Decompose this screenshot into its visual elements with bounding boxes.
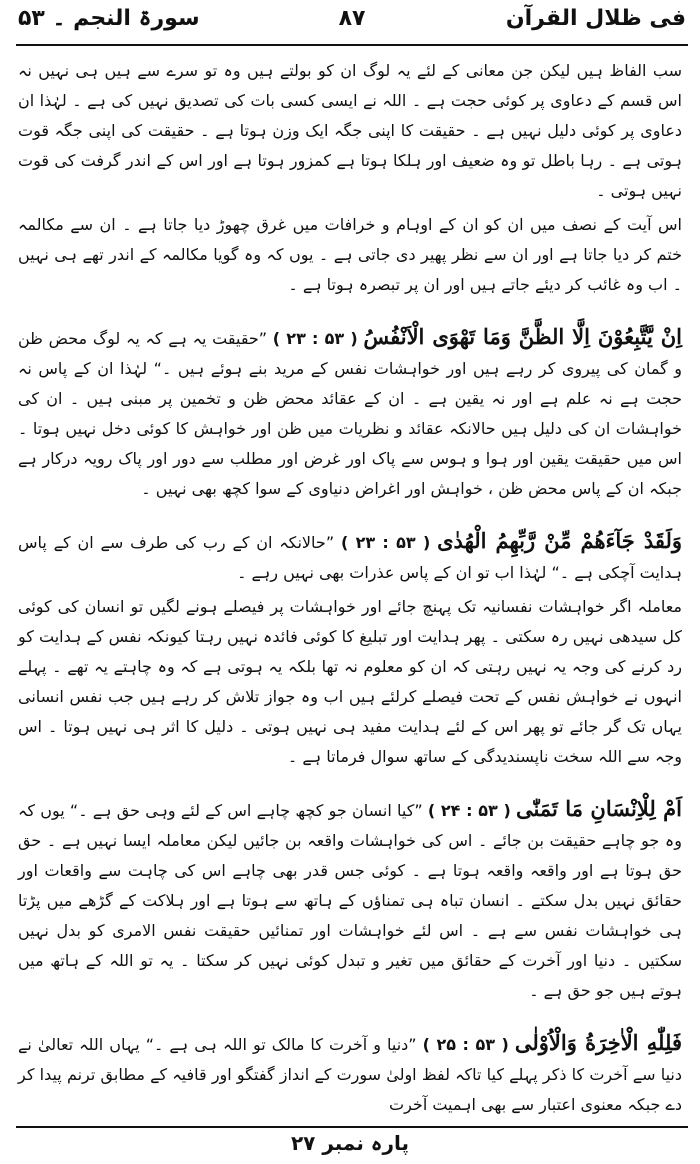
ayah-reference: ( ۵۳ : ۲۵ ) — [422, 1035, 509, 1054]
ayah-reference: ( ۵۳ : ۲۳ ) — [272, 329, 358, 348]
footer-divider — [16, 1126, 688, 1128]
ayah-reference: ( ۵۳ : ۲۳ ) — [340, 533, 431, 552]
page-header — [18, 4, 686, 40]
ayah-reference: ( ۵۳ : ۲۴ ) — [427, 801, 511, 820]
header-divider — [16, 44, 688, 46]
paragraph-1: سب الفاظ ہیں لیکن جن معانی کے لئے یہ لوگ ان کو بولتے ہیں وہ تو سرے سے ہیں ہی نہیں نہ اس قسم کے دعاوی پر کوئی حجت ہے ۔ اللہ نے ایسی کسی بات کی تصدیق نہیں کی ہے ۔ لہٰذا ان دعاوی پر کوئی دلیل نہیں ہے ۔ حقیقت کا اپنی جگہ ایک وزن ہوتا ہے ۔ حقیقت کی اپنی جگہ قوت ہوتی ہے ۔ رہا باطل تو وہ ضعیف اور ہلکا ہوتا ہے کمزور ہوتا ہے اور اس کے اندر گرفت کی قوت نہیں ہوتی ۔ — [18, 61, 682, 200]
para-label: پارہ نمبر ۲۷ — [290, 1131, 410, 1155]
ayah-commentary: ”کیا انسان جو کچھ چاہے اس کے لئے وہی حق ہے ۔“ یوں کہ وہ جو چاہے حقیقت بن جائے ۔ اس کی خواہشات واقعہ بن جائیں لیکن معاملہ ایسا نہیں ہے ۔ حق حق ہوتا ہے اور واقعہ واقعہ ہوتا ہے ۔ کوئی جس قدر بھی چاہے اس کی چاہت سے واقعات اور حقائق نہیں بدل سکتے ۔ انسان تباہ ہی تمناؤں کے ہاتھ سے ہوتا ہے اور ہلاکت کے گڑھے میں پڑتا ہی خواہشات نفس سے ہے ۔ اس لئے خواہشات اور تمنائیں حقیقت نفس الامری کو بدل نہیں سکتیں ۔ دنیا اور آخرت کے حقائق میں تغیر و تبدل کوئی نہیں کر سکتا ۔ یہ تو اللہ کے ہاتھ میں ہوتے ہیں جو حق ہے ۔ — [18, 801, 682, 1000]
page-number: ۸۷ — [338, 6, 366, 31]
ayah-block-4 — [18, 1028, 682, 1120]
book-title: فی ظلال القرآن — [505, 6, 686, 31]
paragraph-3: معاملہ اگر خواہشات نفسانیہ تک پہنچ جائے اور خواہشات پر فیصلے ہونے لگیں تو انسان کی کوئی کل سیدھی نہیں رہ سکتی ۔ پھر ہدایت اور تبلیغ کا کوئی فائدہ نہیں رہتا کیونکہ نفس کے ہدایت کو رد کرنے کی وجہ یہ نہیں رہتی کہ ان کو معلوم نہ تھا بلکہ یہ ہوتی ہے کہ وہ چاہتے یہ تھے ۔ پہلے انہوں نے خواہش نفس کے تحت فیصلے کرلئے ہیں اب وہ جواز تلاش کر رہے ہیں جب نفس انسانی یہاں تک گر جائے تو پھر اس کے لئے ہدایت مفید ہی نہیں ہوتی ۔ دلیل کا اثر ہی نہیں ہوتا ۔ اس وجہ سے اللہ سخت ناپسندیدگی کے ساتھ سوال فرماتا ہے ۔ — [18, 597, 682, 766]
paragraph-2: اس آیت کے نصف میں ان کو ان کے اوہام و خرافات میں غرق چھوڑ دیا جاتا ہے ۔ ان سے مکالمہ ختم کر دیا جاتا ہے اور ان سے نظر پھیر دی جاتی ہے ۔ یوں کہ وہ گویا مکالمہ کے اندر تھے ہی نہیں ۔ اب وہ غائب کر دیئے جاتے ہیں اور ان پر تبصرہ ہوتا ہے ۔ — [18, 215, 682, 294]
ayah-block-1 — [18, 322, 682, 504]
ayah-commentary: ”دنیا و آخرت کا مالک تو اللہ ہی ہے ۔“ یہاں اللہ تعالیٰ نے دنیا سے آخرت کا ذکر پہلے کیا تاکہ لفظ اولیٰ سورت کے انداز گفتگو اور قافیہ کے مطابق ترنم پیدا کر دے جبکہ معنوی اعتبار سے بھی اہمیت آخرت — [18, 1035, 682, 1114]
ayah-arabic: وَلَقَدْ جَآءَهُمْ مِّنْ رَّبِّهِمُ الْهُدٰى — [437, 528, 683, 553]
page-body — [18, 56, 682, 1124]
ayah-commentary: ”حالانکہ ان کے رب کی طرف سے ان کے پاس ہدایت آچکی ہے ۔“ لہٰذا اب تو ان کے پاس عذرات بھی نہیں رہے ۔ — [18, 533, 682, 582]
ayah-block-3 — [18, 794, 682, 1006]
ayah-block-2 — [18, 526, 682, 588]
ayah-arabic: اَمْ لِلْاِنْسَانِ مَا تَمَنّٰى — [516, 796, 683, 821]
ayah-arabic: فَلِلّٰهِ الْاٰخِرَةُ وَالْاُوْلٰى — [514, 1030, 682, 1055]
ayah-commentary: ”حقیقت یہ ہے کہ یہ لوگ محض ظن و گمان کی پیروی کر رہے ہیں اور خواہشات نفس کے مرید بنے ہوئے ہیں ۔“ لہٰذا ان کے پاس نہ حجت ہے نہ علم ہے اور نہ یقین ہے ۔ ان کے عقائد محض ظن و تخمین پر مبنی ہیں ۔ ان کی خواہشات ان کی دلیل ہیں حالانکہ عقائد و نظریات میں ظن اور خواہش کا کوئی دخل نہیں ہوتا ۔ اس میں حقیقت یقین اور ہوا و ہوس سے پاک اور غرض اور مطلب سے دور اور پاک رویہ درکار ہے جبکہ ان کے پاس محض ظن ، خواہش اور اغراض دنیاوی کے سوا کچھ بھی نہیں ۔ — [18, 329, 682, 498]
surah-title: سورۃ النجم ۔ ۵۳ — [18, 6, 200, 31]
ayah-arabic: اِنْ يَّتَّبِعُوْنَ اِلَّا الظَّنَّ وَمَا تَهْوَى الْاَنْفُسُ — [363, 324, 682, 349]
